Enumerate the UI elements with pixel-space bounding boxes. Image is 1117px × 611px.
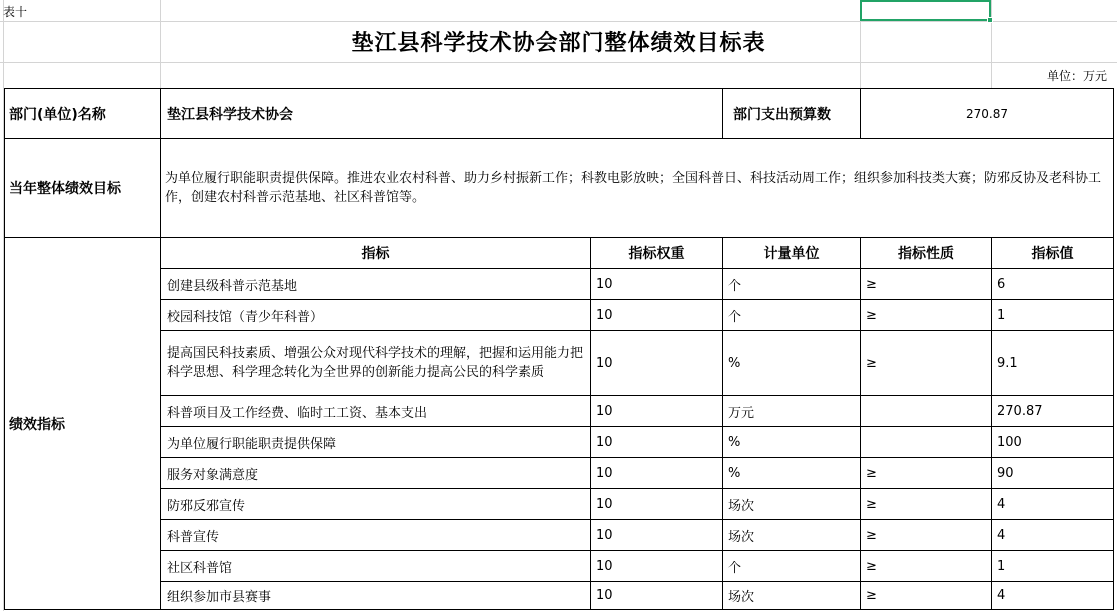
indicator-value: 6 bbox=[997, 276, 1006, 292]
header-nature: 指标性质 bbox=[898, 246, 954, 262]
indicator-nature: ≥ bbox=[866, 558, 877, 574]
page-title: 垫江县科学技术协会部门整体绩效目标表 bbox=[351, 30, 766, 56]
indicator-value: 4 bbox=[997, 588, 1006, 603]
indicator-unit: 个 bbox=[728, 560, 742, 576]
indicator-nature: ≥ bbox=[866, 307, 877, 323]
indicator-value: 1 bbox=[997, 558, 1006, 574]
indicator-weight: 10 bbox=[596, 403, 613, 419]
budget-value: 270.87 bbox=[966, 106, 1008, 121]
indicator-nature bbox=[861, 427, 991, 457]
header-weight: 指标权重 bbox=[628, 246, 685, 262]
indicator-name: 组织参加市县赛事 bbox=[167, 590, 272, 605]
indicator-value: 1 bbox=[997, 307, 1006, 323]
indicator-name: 校园科技馆（青少年科普） bbox=[167, 309, 324, 325]
indicator-unit: % bbox=[728, 465, 741, 481]
indicator-name: 防邪反邪宣传 bbox=[167, 498, 246, 514]
indicator-weight: 10 bbox=[596, 558, 613, 574]
annual-goal-text: 为单位履行职能职责提供保障。推进农业农村科普、助力乡村振新工作；科教电影放映；全国科普日、科技活动周工作；组织参加科技类大赛；防邪反协及老科协工作，创建农村科普示范基地、社区科普馆等。 bbox=[165, 171, 1102, 205]
indicator-value: 100 bbox=[997, 434, 1022, 450]
indicator-unit: 万元 bbox=[728, 405, 755, 421]
indicator-unit: 个 bbox=[728, 309, 742, 325]
indicator-unit: 场次 bbox=[728, 590, 755, 605]
indicator-weight: 10 bbox=[596, 307, 613, 323]
header-value: 指标值 bbox=[1031, 246, 1074, 262]
header-indicator: 指标 bbox=[361, 246, 390, 262]
indicator-nature: ≥ bbox=[866, 588, 877, 603]
indicator-weight: 10 bbox=[596, 276, 613, 292]
indicator-name: 创建县级科普示范基地 bbox=[167, 278, 298, 294]
indicator-unit: 场次 bbox=[728, 529, 755, 545]
sheet-label: 表十 bbox=[3, 4, 28, 19]
department-name-value: 垫江县科学技术协会 bbox=[167, 106, 293, 123]
indicator-weight: 10 bbox=[596, 465, 613, 481]
budget-label: 部门支出预算数 bbox=[733, 106, 831, 123]
indicator-unit: % bbox=[728, 434, 741, 450]
indicator-weight: 10 bbox=[596, 496, 613, 512]
annual-goal-label: 当年整体绩效目标 bbox=[9, 181, 121, 197]
indicator-value: 9.1 bbox=[997, 355, 1018, 371]
indicator-nature: ≥ bbox=[866, 355, 877, 371]
indicator-value: 270.87 bbox=[997, 403, 1043, 419]
header-unit: 计量单位 bbox=[763, 246, 820, 262]
indicator-weight: 10 bbox=[596, 588, 613, 603]
indicator-nature: ≥ bbox=[866, 496, 877, 512]
indicator-unit: 个 bbox=[728, 278, 742, 294]
department-name-label: 部门(单位)名称 bbox=[9, 106, 106, 123]
indicator-name: 为单位履行职能职责提供保障 bbox=[167, 436, 337, 452]
indicator-name: 科普项目及工作经费、临时工工资、基本支出 bbox=[167, 405, 428, 421]
selected-cell[interactable] bbox=[860, 0, 991, 21]
indicator-name: 社区科普馆 bbox=[167, 560, 233, 576]
performance-table bbox=[4, 88, 1114, 610]
indicator-value: 90 bbox=[997, 465, 1014, 481]
unit-label: 单位：万元 bbox=[1046, 68, 1107, 83]
indicator-nature: ≥ bbox=[866, 276, 877, 292]
indicator-weight: 10 bbox=[596, 434, 613, 450]
indicator-name: 科普宣传 bbox=[167, 529, 220, 545]
indicators-section-label: 绩效指标 bbox=[9, 416, 65, 433]
indicator-name: 服务对象满意度 bbox=[167, 467, 259, 483]
indicator-weight: 10 bbox=[596, 527, 613, 543]
indicator-nature bbox=[861, 396, 991, 426]
indicator-value: 4 bbox=[997, 496, 1006, 512]
indicator-unit: 场次 bbox=[728, 498, 755, 514]
indicator-nature: ≥ bbox=[866, 527, 877, 543]
indicator-nature: ≥ bbox=[866, 465, 877, 481]
indicator-value: 4 bbox=[997, 527, 1006, 543]
indicator-name: 提高国民科技素质、增强公众对现代科学技术的理解，把握和运用能力把科学思想、科学理念转化为全世界的创新能力提高公民的科学素质 bbox=[167, 346, 584, 380]
indicator-weight: 10 bbox=[596, 355, 613, 371]
indicator-unit: % bbox=[728, 355, 741, 371]
